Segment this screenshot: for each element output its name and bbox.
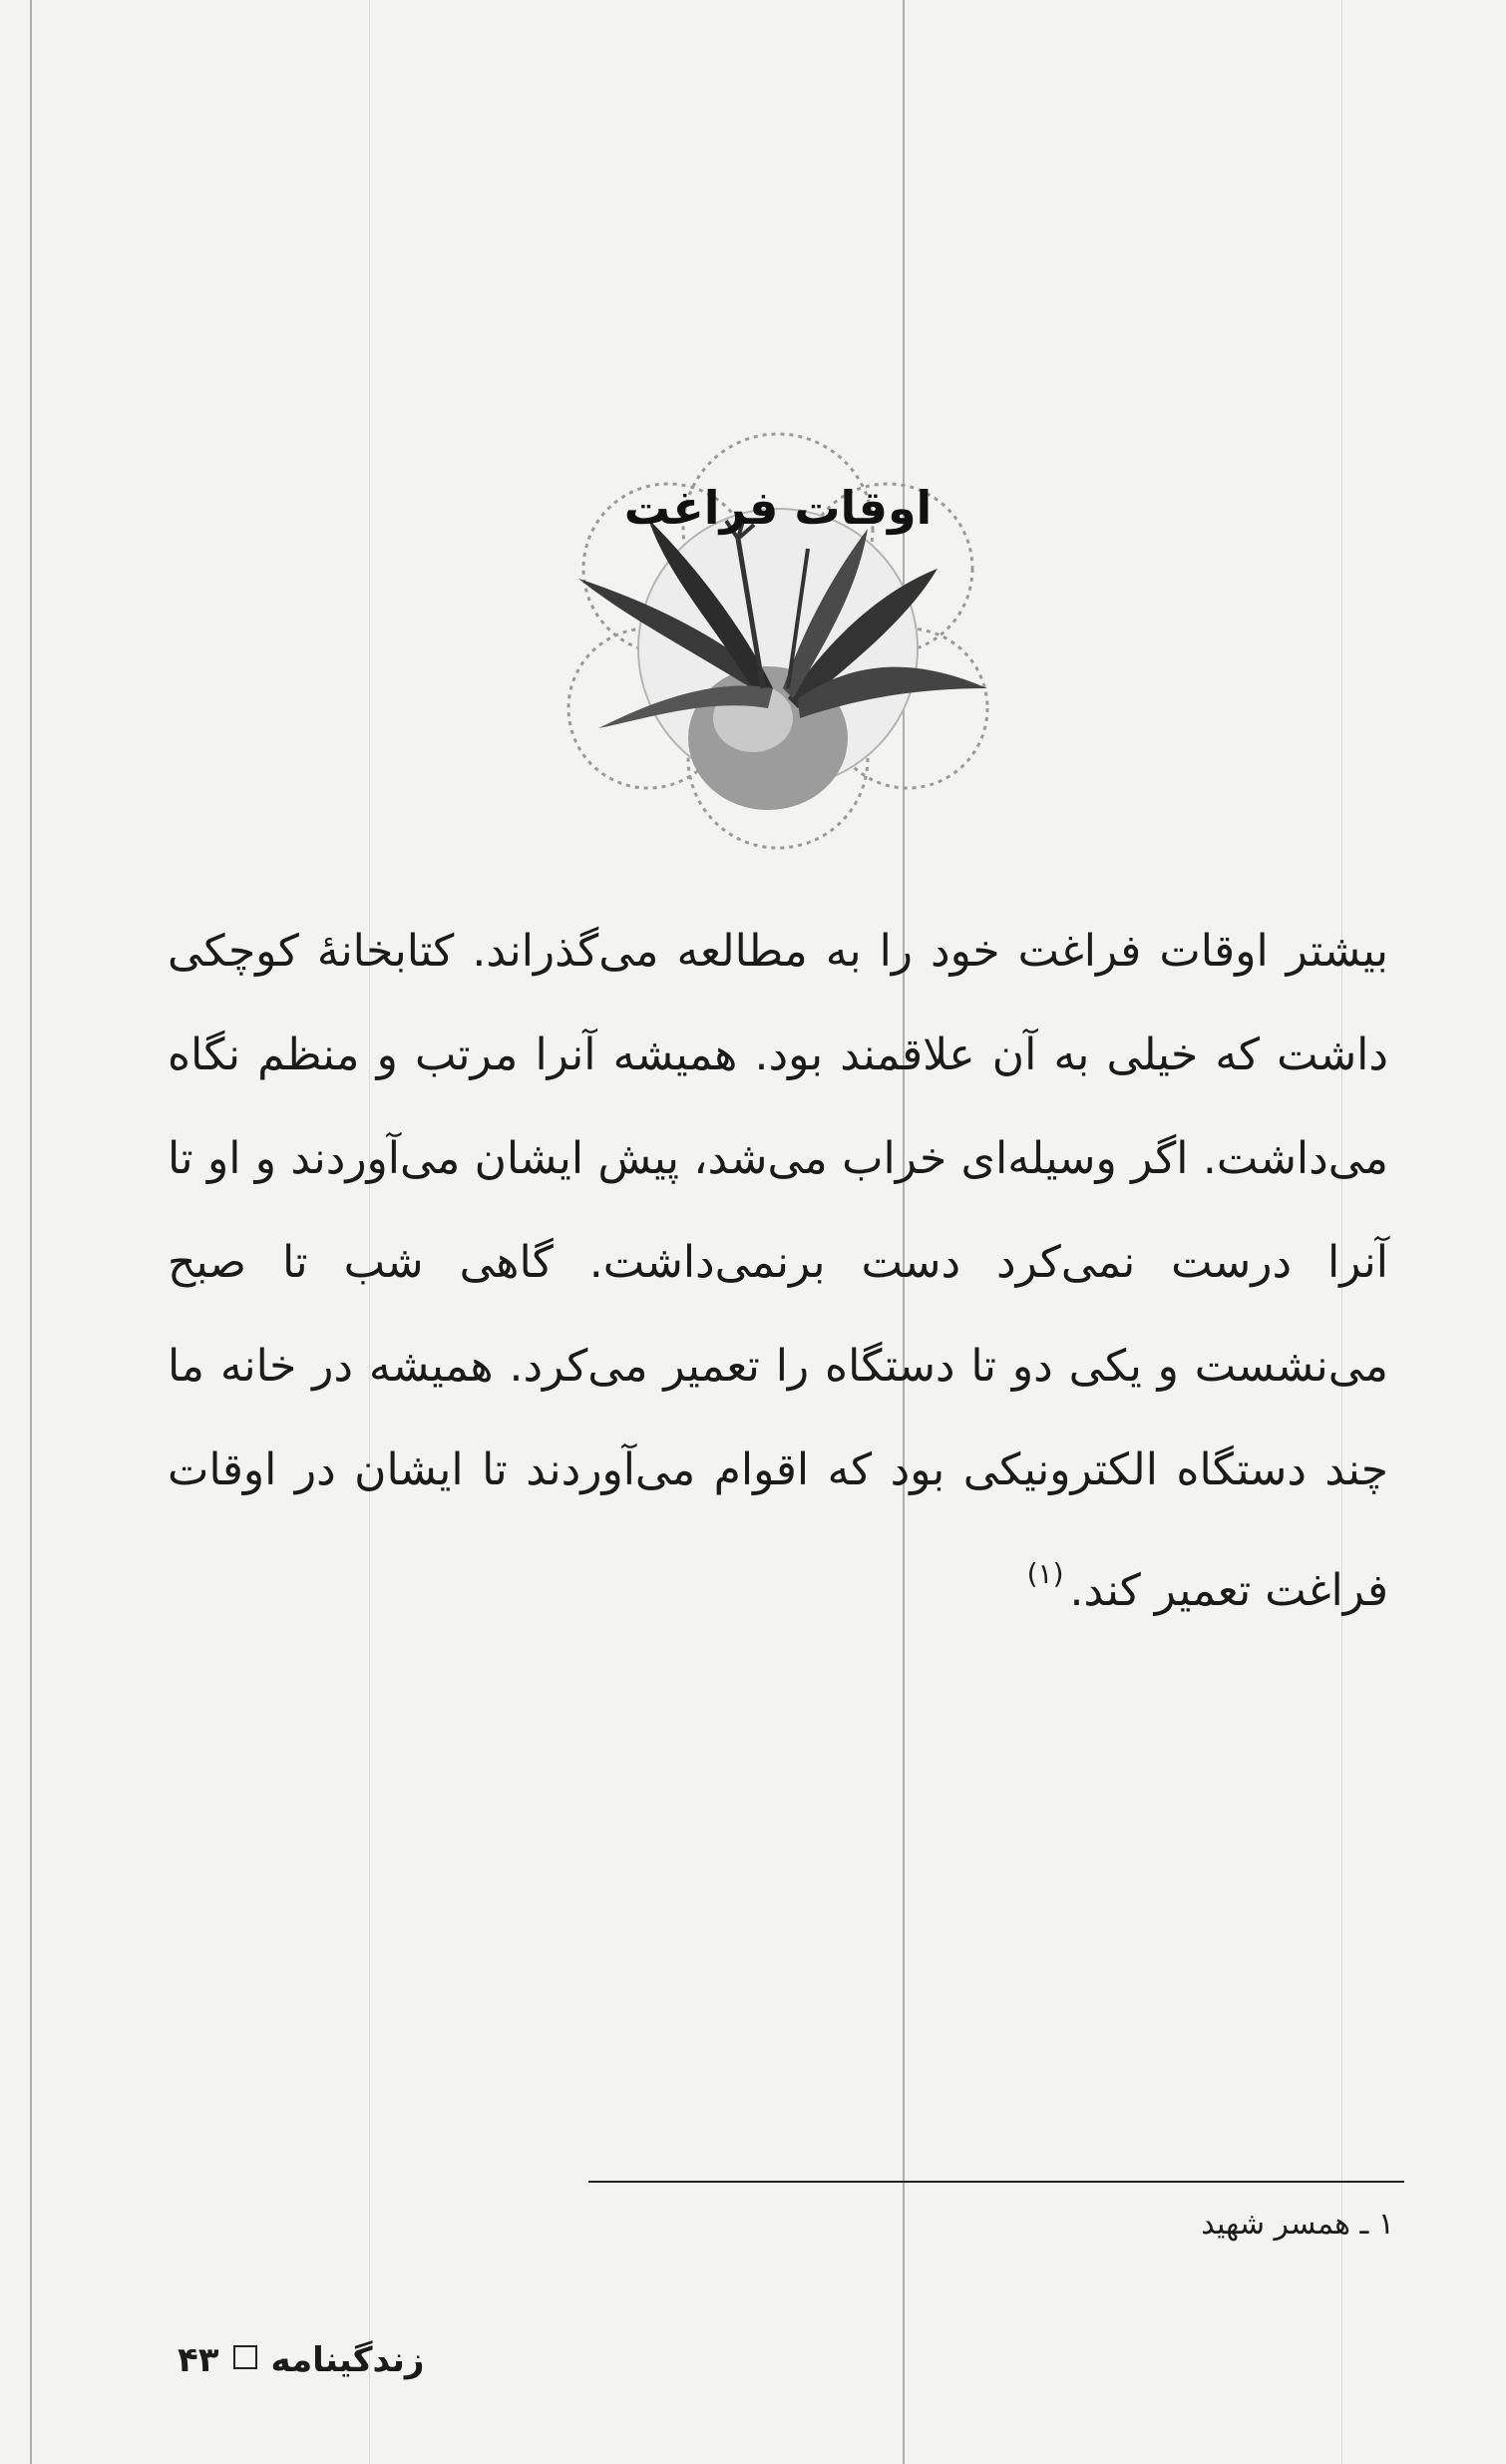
lily-flower-ornament-icon <box>539 399 1017 868</box>
running-foot <box>178 2340 424 2380</box>
chapter-heading-block <box>539 399 1017 868</box>
body-paragraph <box>168 900 1388 1643</box>
footnote: ۱ ـ همسر شهید <box>1201 2207 1394 2242</box>
square-ornament-icon <box>233 2345 257 2369</box>
footnote-reference: (۱) <box>1026 1557 1064 1590</box>
chapter-title: اوقات فراغت <box>623 481 933 535</box>
running-foot-title: زندگینامه <box>270 2340 425 2380</box>
paragraph-text: بیشتر اوقات فراغت خود را به مطالعه می‌گذراند. کتابخانهٔ کوچکی داشت که خیلی به آن علاقمند بود. همیشه آنرا مرتب و منظم نگاه می‌داشت. اگر وسیله‌ای خراب می‌شد، پیش ایشان می‌آوردند و او تا آنرا درست نمی‌کرد دست برنمی‌داشت. گاهی شب تا صبح می‌نشست و یکی دو تا دستگاه را تعمیر می‌کرد. همیشه در خانه ما چند دستگاه الکترونیکی بود که اقوام می‌آوردند تا ایشان در اوقات فراغت تعمیر کند. <box>168 926 1388 1616</box>
footnote-divider <box>588 2181 1404 2183</box>
scan-line-left <box>30 0 32 2464</box>
body-text <box>168 900 1388 1643</box>
page-number: ۴۳ <box>178 2340 219 2380</box>
